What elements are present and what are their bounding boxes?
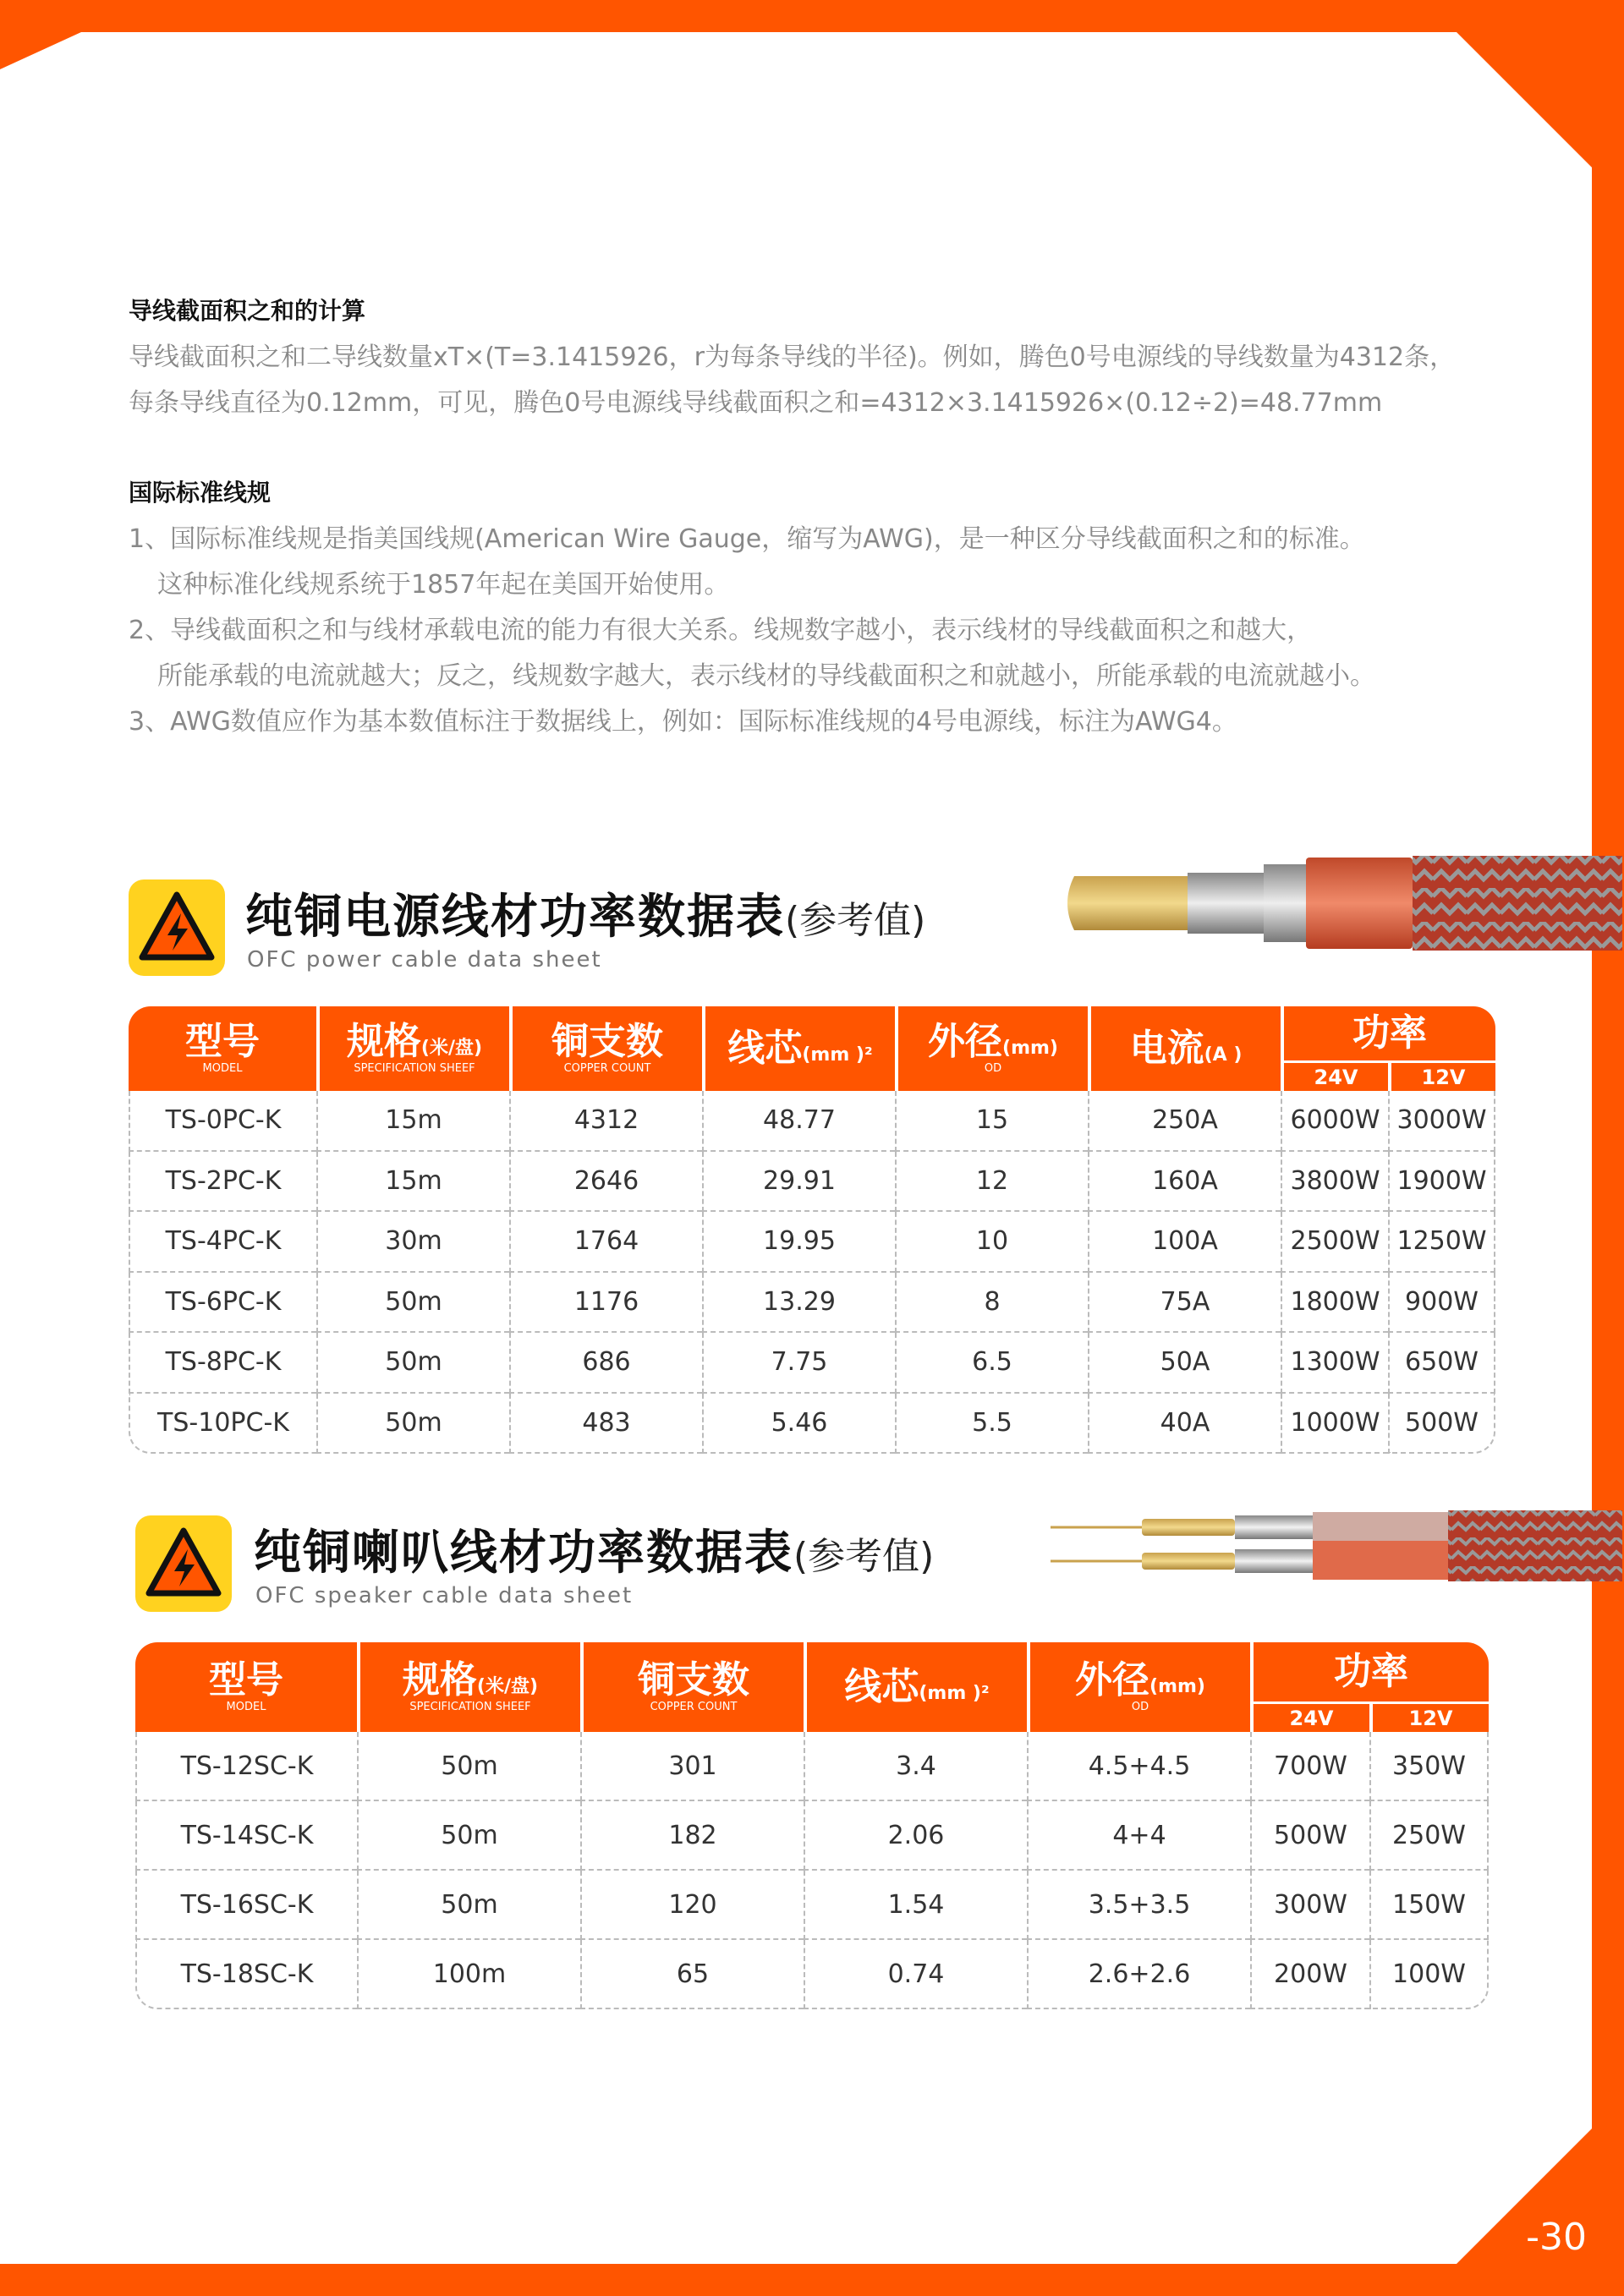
cell-spec: 50m — [357, 1871, 580, 1940]
title-text: 纯铜喇叭线材功率数据表 — [254, 1526, 793, 1581]
column-header-model: 型号 MODEL — [129, 1006, 316, 1091]
cell-p24: 2500W — [1281, 1212, 1388, 1273]
cell-core: 48.77 — [702, 1091, 895, 1152]
cell-od: 4+4 — [1027, 1801, 1250, 1871]
cell-model: TS-6PC-K — [129, 1273, 316, 1334]
cell-spec: 30m — [316, 1212, 509, 1273]
cell-copper: 65 — [580, 1940, 804, 2009]
frame-corner-top-right — [1457, 32, 1592, 167]
cell-model: TS-4PC-K — [129, 1212, 316, 1273]
list-item: 2、导线截面积之和与线材承载电流的能力有很大关系。线规数字越小，表示线材的导线截面积之和越大， — [129, 616, 1313, 645]
cell-current: 250A — [1088, 1091, 1281, 1152]
cell-od: 6.5 — [895, 1333, 1088, 1394]
section-heading: 导线截面积之和的计算 — [129, 297, 366, 325]
title-text: 纯铜电源线材功率数据表 — [245, 890, 785, 945]
cell-p24: 1000W — [1281, 1394, 1388, 1455]
table-row — [135, 1940, 1489, 2009]
cell-core: 1.54 — [804, 1871, 1027, 1940]
table-row — [129, 1091, 1495, 1152]
table-row — [135, 1801, 1489, 1871]
column-header-current: 电流(A ) — [1088, 1006, 1281, 1091]
column-header-24v: 24V — [1250, 1701, 1369, 1732]
list-item-continuation: 所能承载的电流就越大；反之，线规数字越大，表示线材的导线截面积之和就越小，所能承载的电流就越小。 — [157, 661, 1375, 691]
cell-od: 15 — [895, 1091, 1088, 1152]
cell-copper: 120 — [580, 1871, 804, 1940]
cell-core: 29.91 — [702, 1152, 895, 1213]
column-header-12v: 12V — [1369, 1701, 1489, 1732]
table-row — [129, 1333, 1495, 1394]
cell-copper: 2646 — [509, 1152, 702, 1213]
cell-od: 10 — [895, 1212, 1088, 1273]
cell-spec: 50m — [357, 1801, 580, 1871]
cell-core: 5.46 — [702, 1394, 895, 1455]
table-row — [135, 1871, 1489, 1940]
cell-copper: 182 — [580, 1801, 804, 1871]
cell-od: 12 — [895, 1152, 1088, 1213]
speaker-cable-image — [1049, 1509, 1622, 1585]
cell-current: 100A — [1088, 1212, 1281, 1273]
frame-top-notch — [0, 32, 81, 69]
cell-model: TS-2PC-K — [129, 1152, 316, 1213]
column-header-power: 功率 — [1250, 1642, 1489, 1701]
cell-copper: 1176 — [509, 1273, 702, 1334]
column-header-copper-count: 铜支数 COPPER COUNT — [580, 1642, 804, 1732]
column-header-spec: 规格(米/盘) SPECIFICATION SHEEF — [357, 1642, 580, 1732]
cell-spec: 50m — [357, 1732, 580, 1801]
cell-p24: 3800W — [1281, 1152, 1388, 1213]
cell-model: TS-16SC-K — [135, 1871, 357, 1940]
table-row — [129, 1394, 1495, 1455]
cell-p12: 650W — [1388, 1333, 1495, 1394]
section-heading: 国际标准线规 — [129, 479, 272, 507]
cell-spec: 15m — [316, 1152, 509, 1213]
frame-top-bar — [0, 0, 1624, 32]
cell-copper: 483 — [509, 1394, 702, 1455]
cell-core: 13.29 — [702, 1273, 895, 1334]
table-row — [135, 1732, 1489, 1801]
column-header-spec: 规格(米/盘) SPECIFICATION SHEEF — [316, 1006, 509, 1091]
list-item: 1、国际标准线规是指美国线规(American Wire Gauge，缩写为AWG)，是一种区分导线截面积之和的标准。 — [129, 524, 1365, 554]
cell-p12: 1250W — [1388, 1212, 1495, 1273]
frame-right-bar — [1592, 0, 1624, 2296]
cell-model: TS-14SC-K — [135, 1801, 357, 1871]
column-header-core: 线芯(mm )² — [702, 1006, 895, 1091]
cell-core: 0.74 — [804, 1940, 1027, 2009]
cell-p24: 700W — [1250, 1732, 1369, 1801]
cell-p12: 3000W — [1388, 1091, 1495, 1152]
speaker-table-subtitle: OFC speaker cable data sheet — [255, 1583, 634, 1608]
cell-p24: 6000W — [1281, 1091, 1388, 1152]
high-voltage-warning-icon — [135, 1515, 232, 1612]
cell-current: 40A — [1088, 1394, 1281, 1455]
title-suffix: (参考值) — [793, 1535, 935, 1578]
cell-p24: 300W — [1250, 1871, 1369, 1940]
table-row — [129, 1273, 1495, 1334]
cell-p24: 200W — [1250, 1940, 1369, 2009]
cell-spec: 100m — [357, 1940, 580, 2009]
power-cable-image — [1061, 854, 1622, 952]
paragraph-line: 每条导线直径为0.12mm，可见，腾色0号电源线导线截面积之和=4312×3.1415926×(0.12÷2)=48.77mm — [129, 388, 1383, 418]
cell-od: 2.6+2.6 — [1027, 1940, 1250, 2009]
speaker-table-title — [254, 1515, 934, 1583]
table-row — [129, 1212, 1495, 1273]
cell-spec: 15m — [316, 1091, 509, 1152]
cell-core: 7.75 — [702, 1333, 895, 1394]
cell-od: 4.5+4.5 — [1027, 1732, 1250, 1801]
cell-copper: 301 — [580, 1732, 804, 1801]
cell-core: 19.95 — [702, 1212, 895, 1273]
cell-p12: 1900W — [1388, 1152, 1495, 1213]
cell-od: 8 — [895, 1273, 1088, 1334]
frame-bottom-bar — [0, 2264, 1624, 2296]
table-row — [129, 1152, 1495, 1213]
column-header-od: 外径(mm) OD — [895, 1006, 1088, 1091]
cell-p24: 500W — [1250, 1801, 1369, 1871]
cell-current: 160A — [1088, 1152, 1281, 1213]
column-header-power: 功率 — [1281, 1006, 1495, 1060]
cell-p12: 150W — [1369, 1871, 1489, 1940]
cell-p12: 900W — [1388, 1273, 1495, 1334]
paragraph-line: 导线截面积之和二导线数量xT×(T=3.1415926，r为每条导线的半径)。例如，腾色0号电源线的导线数量为4312条， — [129, 342, 1456, 372]
cell-current: 75A — [1088, 1273, 1281, 1334]
list-item-continuation: 这种标准化线规系统于1857年起在美国开始使用。 — [157, 570, 730, 600]
cell-model: TS-12SC-K — [135, 1732, 357, 1801]
cell-p24: 1300W — [1281, 1333, 1388, 1394]
power-table-title — [245, 879, 925, 947]
cell-spec: 50m — [316, 1394, 509, 1455]
speaker-cable-data-table — [135, 1642, 1489, 2009]
column-header-24v: 24V — [1281, 1060, 1388, 1091]
cell-copper: 1764 — [509, 1212, 702, 1273]
cell-model: TS-10PC-K — [129, 1394, 316, 1455]
cell-p12: 250W — [1369, 1801, 1489, 1871]
power-table-subtitle: OFC power cable data sheet — [247, 947, 602, 973]
page-number: -30 — [1526, 2216, 1587, 2259]
cell-core: 2.06 — [804, 1801, 1027, 1871]
cell-p24: 1800W — [1281, 1273, 1388, 1334]
power-cable-data-table — [129, 1006, 1495, 1454]
section-awg — [129, 474, 1482, 745]
cell-model: TS-8PC-K — [129, 1333, 316, 1394]
column-header-copper-count: 铜支数 COPPER COUNT — [509, 1006, 702, 1091]
column-header-od: 外径(mm) OD — [1027, 1642, 1250, 1732]
column-header-12v: 12V — [1388, 1060, 1495, 1091]
cell-core: 3.4 — [804, 1732, 1027, 1801]
cell-current: 50A — [1088, 1333, 1281, 1394]
high-voltage-warning-icon — [129, 879, 225, 976]
title-suffix: (参考值) — [785, 899, 926, 942]
cell-od: 5.5 — [895, 1394, 1088, 1455]
cell-copper: 4312 — [509, 1091, 702, 1152]
cell-p12: 100W — [1369, 1940, 1489, 2009]
cell-od: 3.5+3.5 — [1027, 1871, 1250, 1940]
cell-model: TS-18SC-K — [135, 1940, 357, 2009]
column-header-model: 型号 MODEL — [135, 1642, 357, 1732]
list-item: 3、AWG数值应作为基本数值标注于数据线上，例如：国际标准线规的4号电源线，标注为AWG4。 — [129, 707, 1237, 737]
cell-spec: 50m — [316, 1273, 509, 1334]
cell-model: TS-0PC-K — [129, 1091, 316, 1152]
cell-p12: 500W — [1388, 1394, 1495, 1455]
section-wire-area — [129, 293, 1482, 426]
cell-p12: 350W — [1369, 1732, 1489, 1801]
column-header-core: 线芯(mm )² — [804, 1642, 1027, 1732]
cell-spec: 50m — [316, 1333, 509, 1394]
cell-copper: 686 — [509, 1333, 702, 1394]
